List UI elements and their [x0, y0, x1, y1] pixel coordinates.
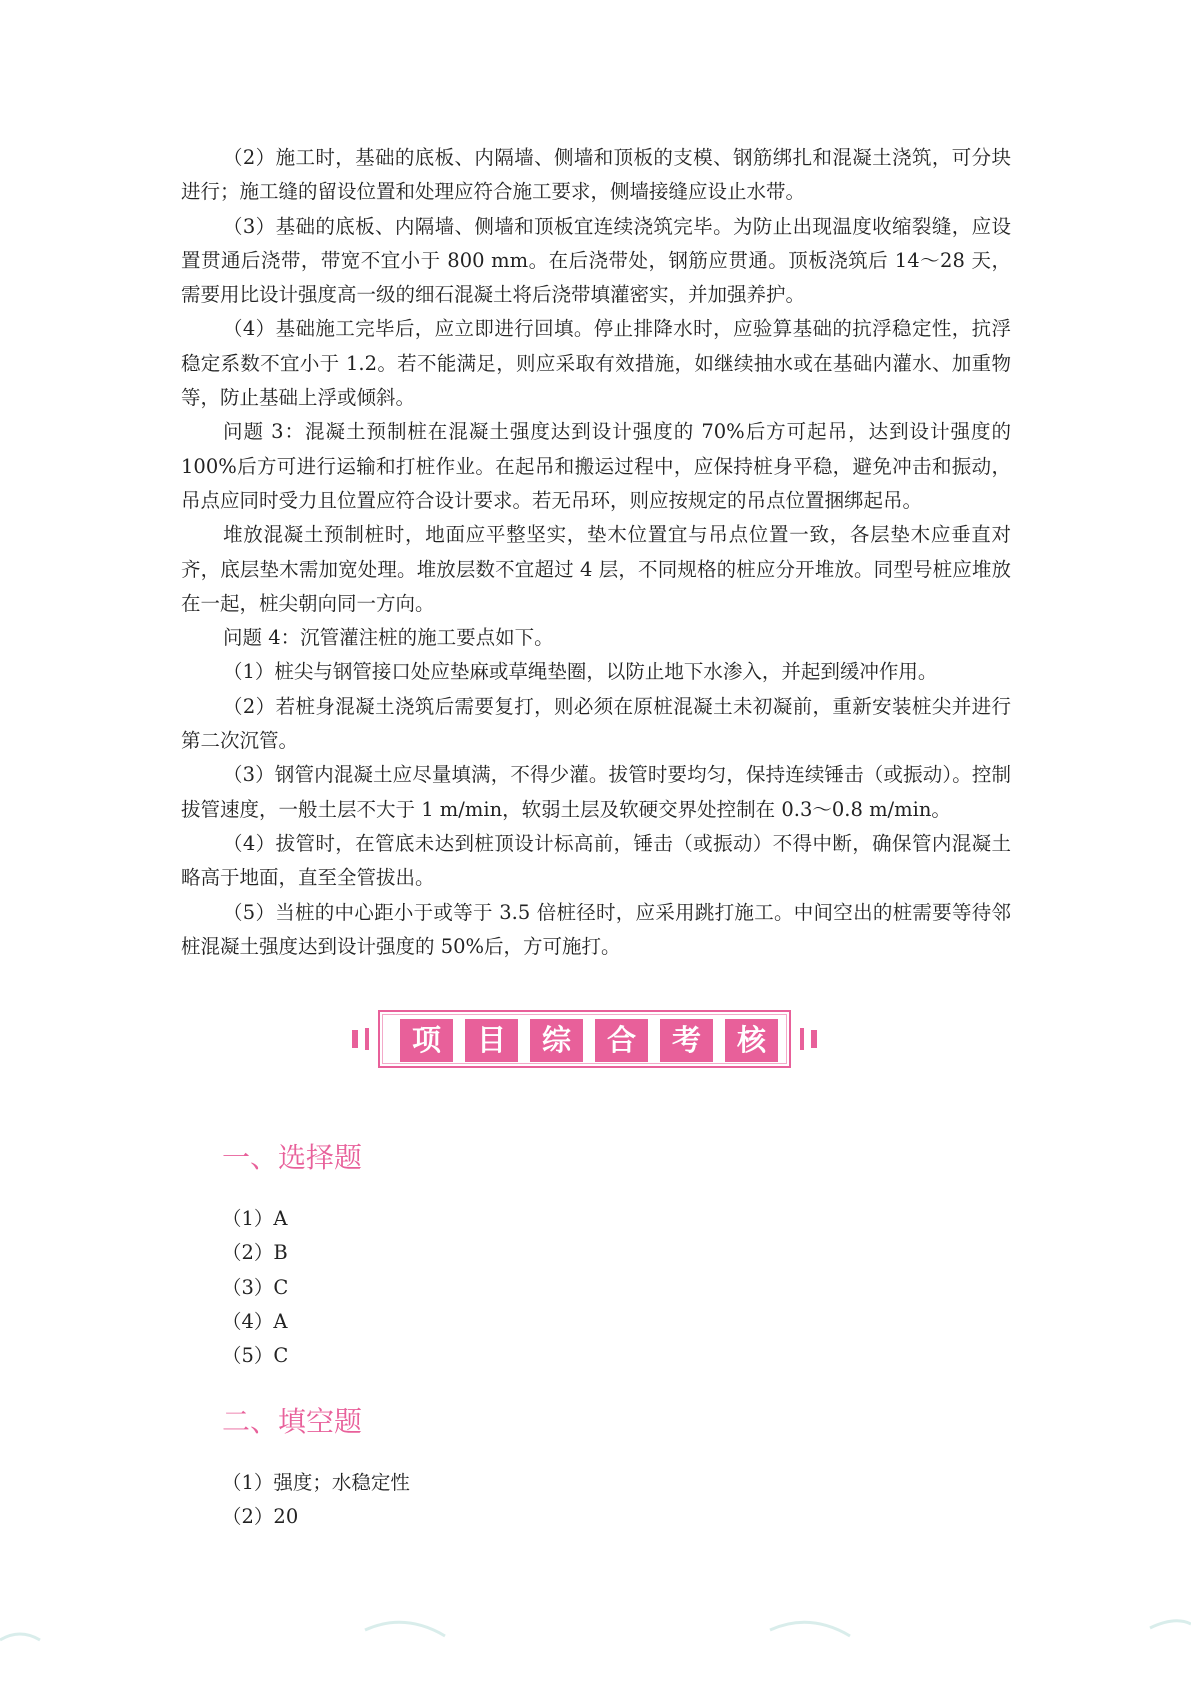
- banner-right-tick-outer: [811, 1030, 817, 1048]
- banner-left-tick-outer: [352, 1030, 358, 1048]
- watermark-stroke: [365, 1622, 445, 1636]
- banner-title: [400, 1019, 778, 1062]
- section-title-choice: 一、选择题: [222, 1141, 363, 1174]
- section-banner: [346, 1004, 823, 1076]
- answer-item: （2）B: [222, 1241, 288, 1265]
- paragraph: （5）当桩的中心距小于或等于 3.5 倍桩径时，应采用跳打施工。中间空出的桩需要等待邻桩混凝土强度达到设计强度的 50%后，方可施打。: [181, 900, 1011, 958]
- banner-right-tick-inner: [800, 1028, 804, 1050]
- answer-item: （5）C: [222, 1344, 289, 1368]
- answer-item: （3）C: [222, 1275, 289, 1299]
- section-title-fill-blank: 二、填空题: [222, 1405, 363, 1438]
- watermark-stroke: [1150, 1621, 1191, 1628]
- paragraph: （3）基础的底板、内隔墙、侧墙和顶板宜连续浇筑完毕。为防止出现温度收缩裂缝，应设置贯通后浇带，带宽不宜小于 800 mm。在后浇带处，钢筋应贯通。顶板浇筑后 14～28 天，需要用比设计强度高一级的细石混凝土将后浇带填灌密实，并加强养护。: [181, 214, 1011, 307]
- paragraph: 问题 4：沉管灌注桩的施工要点如下。: [223, 626, 554, 650]
- paragraph: （4）基础施工完毕后，应立即进行回填。停止排降水时，应验算基础的抗浮稳定性，抗浮稳定系数不宜小于 1.2。若不能满足，则应采取有效措施，如继续抽水或在基础内灌水、加重物等，防止基础上浮或倾斜。: [181, 317, 1011, 410]
- paragraph: （2）施工时，基础的底板、内隔墙、侧墙和顶板的支模、钢筋绑扎和混凝土浇筑，可分块进行；施工缝的留设位置和处理应符合施工要求，侧墙接缝应设止水带。: [181, 146, 1011, 204]
- watermark-stroke: [0, 1634, 40, 1640]
- paragraph: 堆放混凝土预制桩时，地面应平整坚实，垫木位置宜与吊点位置一致，各层垫木应垂直对齐，底层垫木需加宽处理。堆放层数不宜超过 4 层，不同规格的桩应分开堆放。同型号桩应堆放在一起，桩尖朝向同一方向。: [181, 523, 1011, 615]
- banner-char: 核: [725, 1019, 778, 1062]
- watermark-decoration: [0, 1600, 1191, 1684]
- answer-item: （1）强度；水稳定性: [222, 1471, 410, 1494]
- paragraph: （3）钢管内混凝土应尽量填满，不得少灌。拔管时要均匀，保持连续锤击（或振动）。控制拔管速度，一般土层不大于 1 m/min，软弱土层及软硬交界处控制在 0.3～0.8 m/min。: [181, 763, 1011, 821]
- paragraph: 问题 3：混凝土预制桩在混凝土强度达到设计强度的 70%后方可起吊，达到设计强度的 100%后方可进行运输和打桩作业。在起吊和搬运过程中，应保持桩身平稳，避免冲击和振动，吊点应同时受力且位置应符合设计要求。若无吊环，则应按规定的吊点位置捆绑起吊。: [181, 420, 1018, 512]
- watermark-stroke: [770, 1622, 850, 1636]
- answer-item: （4）A: [222, 1309, 288, 1333]
- answer-list-choice: [222, 1202, 288, 1373]
- answer-list-fill-blank: [222, 1466, 410, 1535]
- paragraph: （4）拔管时，在管底未达到桩顶设计标高前，锤击（或振动）不得中断，确保管内混凝土略高于地面，直至全管拔出。: [181, 831, 1011, 890]
- paragraph: （1）桩尖与钢管接口处应垫麻或草绳垫圈，以防止地下水渗入，并起到缓冲作用。: [223, 660, 938, 684]
- answer-item: （1）A: [222, 1207, 288, 1230]
- banner-char: 目: [465, 1019, 518, 1062]
- answer-item: （2）20: [222, 1505, 299, 1529]
- banner-char: 考: [660, 1019, 713, 1062]
- banner-char: 合: [595, 1019, 648, 1062]
- body-text: [181, 141, 1018, 964]
- banner-left-tick-inner: [365, 1028, 369, 1050]
- banner-char: 综: [530, 1019, 583, 1062]
- paragraph: （2）若桩身混凝土浇筑后需要复打，则必须在原桩混凝土未初凝前，重新安装桩尖并进行第二次沉管。: [181, 694, 1011, 753]
- banner-char: 项: [400, 1019, 453, 1062]
